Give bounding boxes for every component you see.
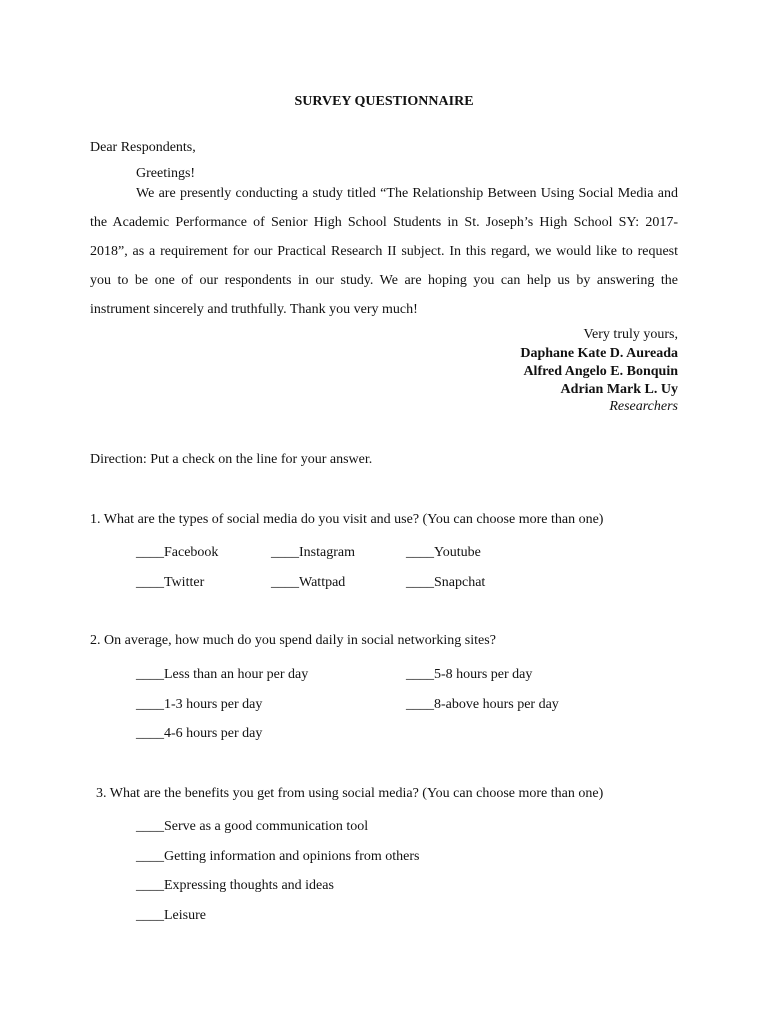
option-instagram[interactable]: ____Instagram: [271, 545, 355, 560]
document-title: SURVEY QUESTIONNAIRE: [294, 94, 474, 109]
intro-paragraph: We are presently conducting a study titled “The Relationship Between Using Social Media and the Academic Performance of Senior High School Students in St. Joseph’s High School SY: 2017-2018”, as a requirement for our Practical Research II subject. In this regard, we would like to request you to be one of our respondents in our study. We are hoping you can help us by answering the instrument sincerely and truthfully. Thank you very much!: [90, 186, 678, 317]
option-snapchat[interactable]: ____Snapchat: [406, 575, 486, 590]
researcher-name-2: Alfred Angelo E. Bonquin: [523, 364, 678, 379]
question-2: 2. On average, how much do you spend daily in social networking sites?: [90, 633, 496, 648]
researcher-name-3: Adrian Mark L. Uy: [560, 382, 678, 397]
researcher-name-1: Daphane Kate D. Aureada: [520, 346, 678, 361]
option-less-than-hour[interactable]: ____Less than an hour per day: [136, 667, 309, 682]
option-information-opinions[interactable]: ____Getting information and opinions from others: [136, 849, 420, 864]
question-3: 3. What are the benefits you get from using social media? (You can choose more than one): [96, 786, 604, 801]
option-youtube[interactable]: ____Youtube: [406, 545, 481, 560]
question-1: 1. What are the types of social media do you visit and use? (You can choose more than one): [90, 512, 604, 527]
option-4-6-hours[interactable]: ____4-6 hours per day: [136, 726, 263, 741]
direction-text: Direction: Put a check on the line for your answer.: [90, 452, 373, 467]
option-wattpad[interactable]: ____Wattpad: [271, 575, 346, 590]
option-1-3-hours[interactable]: ____1-3 hours per day: [136, 697, 263, 712]
option-5-8-hours[interactable]: ____5-8 hours per day: [406, 667, 533, 682]
salutation: Dear Respondents,: [90, 140, 196, 155]
option-8-above-hours[interactable]: ____8-above hours per day: [406, 697, 559, 712]
greeting: Greetings!: [136, 166, 196, 181]
option-facebook[interactable]: ____Facebook: [136, 545, 219, 560]
option-twitter[interactable]: ____Twitter: [136, 575, 205, 590]
closing: Very truly yours,: [583, 327, 678, 342]
option-expressing-thoughts[interactable]: ____Expressing thoughts and ideas: [136, 878, 334, 893]
option-leisure[interactable]: ____Leisure: [136, 908, 206, 923]
researchers-label: Researchers: [609, 399, 678, 414]
option-communication-tool[interactable]: ____Serve as a good communication tool: [136, 819, 369, 834]
